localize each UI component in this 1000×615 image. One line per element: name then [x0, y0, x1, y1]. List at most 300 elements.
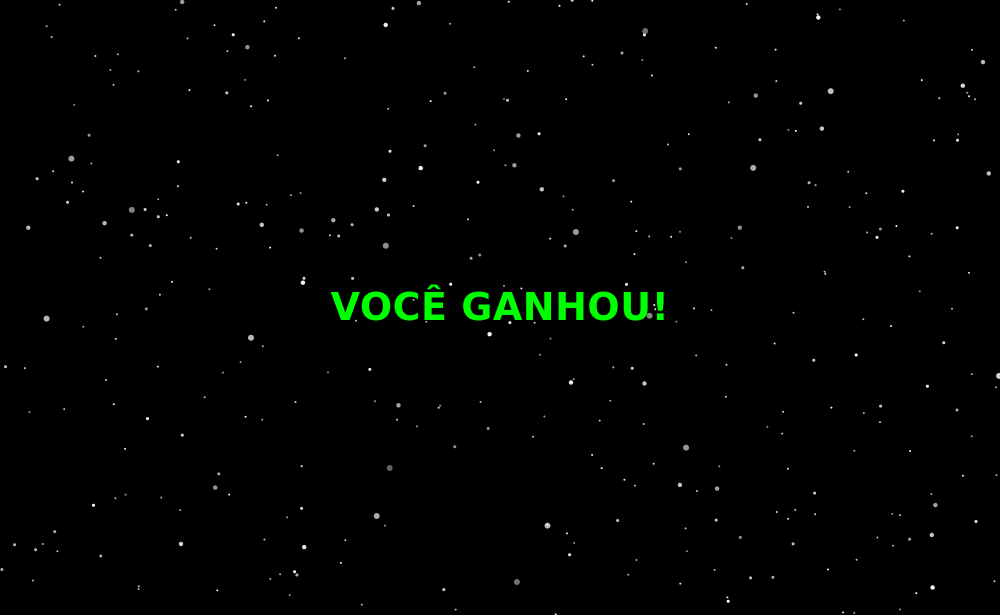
star-icon [956, 139, 959, 142]
star-icon [368, 368, 371, 371]
star-icon [543, 416, 545, 418]
star-icon [66, 201, 69, 204]
star-icon [962, 475, 964, 477]
star-icon [571, 0, 574, 2]
star-icon [921, 79, 923, 81]
star-icon [957, 133, 959, 135]
star-icon [794, 509, 796, 511]
star-icon [714, 569, 716, 571]
star-icon [157, 366, 159, 368]
star-icon [879, 228, 882, 231]
star-icon [550, 338, 552, 340]
star-icon [71, 182, 73, 184]
star-icon [583, 55, 585, 57]
star-icon [776, 511, 778, 513]
star-icon [419, 166, 423, 170]
star-icon [816, 15, 820, 19]
star-icon [641, 59, 643, 61]
star-icon [137, 70, 139, 72]
star-icon [144, 208, 147, 211]
star-icon [480, 401, 482, 403]
star-icon [187, 37, 189, 39]
star-icon [787, 518, 789, 520]
star-icon [113, 84, 115, 86]
star-icon [160, 497, 162, 499]
star-icon [981, 60, 985, 64]
star-icon [504, 164, 506, 166]
star-icon [417, 1, 421, 5]
star-icon [28, 411, 30, 413]
star-icon [92, 504, 95, 507]
star-icon [237, 203, 240, 206]
star-icon [109, 69, 111, 71]
star-icon [438, 407, 440, 409]
star-icon [956, 226, 959, 229]
star-icon [933, 503, 937, 507]
star-icon [807, 206, 809, 208]
star-icon [4, 365, 7, 368]
star-icon [599, 420, 601, 422]
star-icon [715, 519, 718, 522]
star-icon [138, 588, 140, 590]
star-icon [754, 93, 758, 97]
star-icon [248, 335, 254, 341]
star-icon [396, 419, 398, 421]
star-icon [179, 509, 181, 511]
star-icon [987, 171, 991, 175]
star-icon [817, 13, 819, 15]
star-icon [180, 0, 184, 4]
star-icon [601, 467, 603, 469]
star-icon [442, 588, 445, 591]
star-icon [642, 28, 648, 34]
star-icon [59, 4, 61, 6]
star-icon [250, 105, 252, 107]
star-icon [961, 84, 965, 88]
star-icon [327, 371, 329, 373]
star-icon [853, 612, 855, 614]
star-icon [157, 198, 159, 200]
star-icon [105, 379, 107, 381]
star-icon [540, 187, 544, 191]
star-icon [389, 150, 392, 153]
star-icon [815, 184, 817, 186]
star-icon [549, 238, 551, 240]
star-icon [413, 205, 415, 207]
star-icon [51, 36, 53, 38]
star-icon [293, 570, 296, 573]
star-icon [303, 277, 306, 280]
star-icon [240, 361, 242, 363]
star-icon [516, 133, 520, 137]
star-icon [679, 167, 682, 170]
star-icon [82, 191, 84, 193]
star-icon [592, 64, 594, 66]
star-icon [775, 80, 777, 82]
star-icon [942, 341, 945, 344]
star-icon [591, 0, 593, 2]
star-icon [863, 412, 865, 414]
star-icon [42, 543, 44, 545]
star-icon [245, 45, 249, 49]
star-icon [493, 149, 495, 151]
star-icon [274, 55, 276, 57]
star-icon [876, 537, 878, 539]
star-icon [971, 435, 973, 437]
star-icon [340, 562, 342, 564]
star-icon [926, 385, 929, 388]
star-icon [512, 163, 516, 167]
star-icon [572, 209, 574, 211]
star-icon [99, 555, 102, 558]
star-icon [444, 92, 447, 95]
star-icon [568, 553, 571, 556]
star-icon [827, 569, 829, 571]
star-icon [245, 416, 247, 418]
star-icon [384, 23, 388, 27]
star-icon [387, 214, 390, 217]
star-icon [217, 472, 220, 475]
star-icon [849, 206, 851, 208]
star-icon [361, 604, 363, 606]
star-icon [90, 163, 92, 165]
star-icon [113, 403, 115, 405]
star-icon [344, 57, 346, 59]
star-icon [266, 204, 268, 206]
star-icon [503, 98, 505, 100]
star-icon [686, 550, 688, 552]
star-icon [286, 516, 288, 518]
star-icon [616, 519, 619, 522]
star-icon [715, 47, 717, 49]
star-icon [933, 139, 935, 141]
star-icon [653, 463, 655, 465]
star-icon [971, 49, 973, 51]
star-icon [728, 101, 730, 103]
star-icon [387, 108, 389, 110]
star-icon [931, 233, 933, 235]
star-icon [302, 545, 306, 549]
star-icon [569, 380, 573, 384]
star-icon [968, 95, 970, 97]
star-icon [204, 396, 206, 398]
star-icon [263, 539, 265, 541]
star-icon [696, 490, 698, 492]
star-icon [181, 434, 184, 437]
star-icon [24, 367, 26, 369]
star-icon [750, 165, 756, 171]
star-icon [416, 425, 418, 427]
star-icon [839, 8, 841, 10]
star-icon [634, 253, 636, 255]
star-icon [741, 266, 744, 269]
star-icon [828, 88, 834, 94]
star-icon [53, 530, 56, 533]
star-icon [129, 207, 135, 213]
star-icon [795, 130, 797, 132]
star-icon [715, 486, 719, 490]
star-icon [329, 234, 331, 236]
star-icon [678, 483, 682, 487]
star-icon [627, 574, 629, 576]
star-icon [474, 124, 476, 126]
star-icon [94, 55, 96, 57]
star-icon [738, 226, 742, 230]
star-icon [731, 237, 733, 239]
star-icon [996, 373, 1000, 379]
star-icon [799, 102, 802, 105]
star-icon [337, 235, 340, 238]
star-icon [908, 255, 910, 257]
star-icon [892, 545, 894, 547]
star-icon [56, 550, 58, 552]
star-icon [930, 585, 934, 589]
star-icon [138, 585, 140, 587]
star-icon [781, 433, 783, 435]
star-icon [146, 417, 149, 420]
star-icon [300, 192, 302, 194]
star-icon [383, 243, 389, 249]
star-icon [782, 411, 784, 413]
star-icon [157, 215, 160, 218]
star-icon [295, 574, 298, 577]
star-icon [996, 474, 998, 476]
star-icon [387, 465, 393, 471]
star-icon [299, 228, 303, 232]
star-icon [824, 271, 826, 273]
star-icon [814, 513, 816, 515]
star-icon [903, 20, 905, 22]
star-icon [226, 50, 228, 52]
star-icon [375, 207, 379, 211]
star-icon [726, 596, 728, 598]
star-icon [746, 3, 748, 5]
star-icon [812, 359, 815, 362]
star-icon [344, 539, 346, 541]
star-icon [968, 272, 970, 274]
star-icon [651, 75, 653, 77]
star-icon [879, 405, 882, 408]
star-icon [891, 513, 893, 515]
star-icon [908, 538, 911, 541]
star-icon [374, 513, 380, 519]
star-icon [100, 257, 102, 259]
star-icon [213, 485, 217, 489]
star-icon [566, 532, 568, 534]
star-icon [149, 244, 152, 247]
star-icon [424, 144, 427, 147]
star-icon [88, 134, 91, 137]
star-icon [117, 53, 119, 55]
star-icon [0, 568, 3, 571]
star-icon [856, 559, 858, 561]
star-icon [216, 248, 218, 250]
star-icon [300, 507, 303, 510]
star-icon [467, 218, 469, 220]
star-icon [269, 247, 271, 249]
star-icon [847, 171, 849, 173]
star-icon [643, 423, 645, 425]
star-icon [842, 611, 844, 613]
star-icon [813, 492, 816, 495]
star-icon [36, 177, 39, 180]
star-icon [32, 580, 34, 582]
star-icon [430, 100, 432, 102]
star-icon [775, 49, 777, 51]
star-icon [262, 345, 264, 347]
star-icon [679, 231, 681, 233]
star-icon [439, 405, 441, 407]
star-icon [642, 381, 646, 385]
star-icon [331, 218, 335, 222]
star-icon [225, 91, 228, 94]
star-icon [899, 609, 901, 611]
star-icon [636, 559, 638, 561]
star-icon [124, 448, 126, 450]
star-icon [739, 536, 742, 539]
star-icon [279, 573, 281, 575]
star-icon [374, 400, 376, 402]
star-icon [787, 468, 789, 470]
star-icon [449, 23, 451, 25]
star-icon [695, 354, 697, 356]
star-icon [971, 373, 973, 375]
star-icon [298, 37, 300, 39]
star-icon [261, 419, 263, 421]
star-icon [177, 185, 179, 187]
star-icon [879, 421, 881, 423]
star-icon [453, 445, 456, 448]
star-icon [994, 580, 996, 582]
star-icon [487, 427, 490, 430]
star-icon [179, 542, 183, 546]
star-icon [865, 192, 867, 194]
star-icon [295, 401, 297, 403]
star-icon [478, 254, 481, 257]
star-icon [683, 445, 689, 451]
star-icon [102, 221, 106, 225]
star-icon [470, 257, 473, 260]
star-icon [175, 9, 177, 11]
star-icon [808, 181, 811, 184]
star-icon [573, 542, 575, 544]
star-icon [115, 338, 117, 340]
star-icon [771, 576, 774, 579]
star-icon [895, 225, 897, 227]
star-icon [244, 79, 246, 81]
star-icon [718, 465, 720, 467]
star-icon [289, 594, 291, 596]
star-icon [609, 400, 611, 402]
star-icon [290, 194, 292, 196]
star-icon [382, 178, 386, 182]
star-icon [13, 543, 16, 546]
star-icon [635, 230, 637, 232]
star-icon [726, 364, 728, 366]
star-icon [267, 99, 269, 101]
star-icon [260, 223, 264, 227]
star-icon [956, 409, 959, 412]
star-icon [915, 592, 917, 594]
star-icon [901, 190, 904, 193]
star-icon [975, 520, 978, 523]
star-icon [532, 436, 534, 438]
star-icon [228, 494, 230, 496]
star-icon [52, 170, 54, 172]
star-icon [725, 396, 727, 398]
star-icon [564, 245, 567, 248]
star-icon [34, 548, 37, 551]
star-icon [792, 542, 795, 545]
star-icon [855, 354, 858, 357]
star-icon [277, 154, 279, 156]
star-icon [930, 493, 932, 495]
star-icon [114, 497, 116, 499]
star-icon [63, 408, 65, 410]
star-icon [824, 273, 826, 275]
star-icon [301, 465, 303, 467]
star-icon [263, 20, 265, 22]
star-icon [396, 403, 400, 407]
star-icon [685, 527, 687, 529]
star-icon [506, 99, 509, 102]
star-icon [938, 97, 940, 99]
star-icon [758, 138, 761, 141]
star-icon [351, 277, 354, 280]
star-icon [384, 525, 386, 527]
star-icon [222, 372, 224, 374]
star-icon [455, 609, 457, 611]
star-icon [216, 589, 218, 591]
star-icon [473, 66, 475, 68]
star-icon [631, 367, 634, 370]
star-icon [351, 223, 354, 226]
star-icon [634, 485, 636, 487]
star-icon [667, 144, 669, 146]
star-icon [508, 1, 510, 3]
star-icon [749, 576, 752, 579]
star-icon [527, 70, 529, 72]
star-icon [573, 229, 579, 235]
star-icon [876, 236, 879, 239]
star-icon [487, 332, 491, 336]
star-icon [623, 479, 625, 481]
star-icon [46, 25, 48, 27]
star-icon [612, 366, 614, 368]
star-icon [866, 232, 868, 234]
star-icon [774, 343, 776, 345]
star-icon [275, 7, 277, 9]
star-icon [995, 386, 997, 388]
star-icon [909, 450, 911, 452]
star-icon [688, 133, 690, 135]
star-icon [830, 407, 832, 409]
star-icon [269, 578, 271, 580]
star-icon [214, 24, 216, 26]
star-icon [245, 202, 247, 204]
star-icon [130, 234, 133, 237]
star-icon [232, 33, 235, 36]
star-icon [787, 129, 789, 131]
star-icon [612, 179, 615, 182]
star-icon [766, 426, 768, 428]
star-icon [563, 195, 565, 197]
star-icon [539, 354, 541, 356]
star-icon [188, 89, 190, 91]
star-icon [727, 600, 730, 603]
star-icon [190, 237, 192, 239]
star-icon [73, 104, 75, 106]
